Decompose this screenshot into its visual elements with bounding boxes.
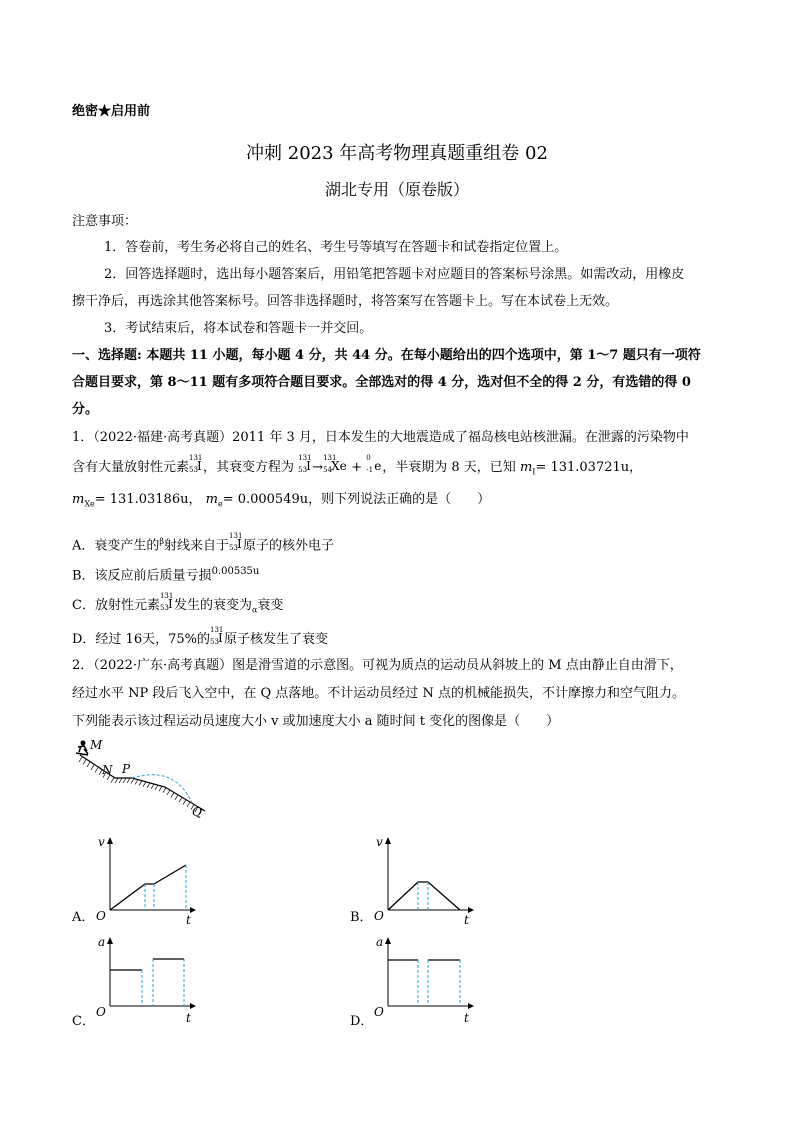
skier-icon: [76, 741, 88, 756]
flight-trajectory: [132, 775, 192, 803]
label-n: N: [102, 763, 113, 777]
q2-stem-line3: 下列能表示该过程运动员速度大小 v 或加速度大小 a 随时间 t 变化的图像是（ ）: [72, 714, 560, 729]
svg-text:t: t: [186, 1011, 191, 1025]
svg-text:O: O: [374, 909, 384, 923]
graph-b-curve: [388, 882, 460, 910]
svg-text:O: O: [374, 1005, 384, 1019]
page-subtitle: 湖北专用（原卷版）: [324, 180, 469, 199]
q2-option-d-label[interactable]: D．: [350, 1014, 374, 1029]
q2-graph-d[interactable]: [368, 932, 478, 1027]
label-m: M: [90, 738, 103, 752]
q1-option-d[interactable]: D．经过 16天，75%的 131 53 I 原子核发生了衰变: [72, 626, 329, 647]
q1-option-a[interactable]: A．衰变产生的$^\beta$射线来自于 131 53 I 原子的核外电子: [72, 532, 335, 554]
slope-line: [80, 755, 205, 811]
svg-text:v: v: [98, 835, 105, 849]
mass-xe: $m_{Xe}= 131.03186u$: [72, 492, 189, 509]
svg-text:a: a: [376, 935, 384, 949]
svg-text:a: a: [98, 935, 106, 949]
q1-stem-line2: 含有大量放射性元素 131 53 I ，其衰变方程为 131 53 I → 131 54 Xe + 0 -1 e ，半衰期为 8 天，已知 $m_I= 131.03721u$，: [72, 454, 643, 477]
q2-graph-c[interactable]: [90, 932, 200, 1027]
notice-item-3: 3．考试结束后，将本试卷和答题卡一并交回。: [104, 321, 373, 336]
q1-option-c[interactable]: C．放射性元素 131 53 I 发生的衰变为$_\alpha$衰变: [72, 592, 284, 615]
notice-item-2a: 2．回答选择题时，选出每小题答案后，用铅笔把答题卡对应题目的答案标号涂黑。如需改动，用橡皮: [104, 267, 685, 282]
section-heading-line3: 分。: [72, 402, 99, 417]
decay-equation: 131 53 I → 131 54 Xe + 0 -1 e: [298, 454, 382, 475]
section-heading-line1: 一、选择题: 本题共 11 小题，每小题 4 分，共 44 分。在每小题给出的四个选项中，第 1～7 题只有一项符: [72, 348, 701, 363]
graph-a-curve: [110, 865, 186, 910]
q2-option-c-label[interactable]: C．: [72, 1014, 95, 1029]
q2-stem-line2: 经过水平 NP 段后飞入空中，在 Q 点落地。不计运动员经过 N 点的机械能损失，不计摩擦力和空气阻力。: [72, 686, 685, 701]
q1-stem-line3: $m_{Xe}= 131.03186u$， $m_e= 0.000549u$，则下列说法正确的是（ ）: [72, 492, 491, 509]
notice-item-1: 1．答卷前，考生务必将自己的姓名、考生号等填写在答题卡和试卷指定位置上。: [104, 240, 568, 255]
q2-stem-line1: 2．（2022·广东·高考真题）图是滑雪道的示意图。可视为质点的运动员从斜坡上的 M 点由静止自由滑下，: [72, 658, 683, 673]
ski-slope-figure: [70, 735, 220, 820]
q1-stem-line1: 1．（2022·福建·高考真题）2011 年 3 月，日本发生的大地震造成了福岛核电站核泄漏。在泄露的污染物中: [72, 430, 689, 445]
svg-text:t: t: [464, 1011, 469, 1025]
svg-text:O: O: [96, 909, 106, 923]
mass-e: $m_e= 0.000549u$: [205, 492, 309, 509]
notice-item-2b: 擦干净后，再选涂其他答案标号。回答非选择题时，将答案写在答题卡上。写在本试卷上无效。: [72, 294, 619, 309]
slope-hatching: [79, 757, 202, 814]
svg-text:t: t: [186, 913, 191, 927]
q1-option-b[interactable]: B．该反应前后质量亏损$^{0.00535u}$: [72, 566, 260, 584]
label-q: Q: [192, 805, 202, 819]
label-p: P: [122, 762, 131, 776]
q2-option-a-label[interactable]: A．: [72, 910, 95, 925]
svg-text:v: v: [376, 835, 383, 849]
q2-graph-a[interactable]: [90, 832, 200, 927]
page-title: 冲刺 2023 年高考物理真题重组卷 02: [246, 143, 548, 164]
notice-heading: 注意事项：: [72, 214, 138, 229]
nuclide-i131: 131 53 I: [189, 454, 203, 474]
q2-option-b-label[interactable]: B．: [350, 910, 373, 925]
svg-text:O: O: [96, 1005, 106, 1019]
q2-graph-b[interactable]: [368, 832, 478, 927]
section-heading-line2: 合题目要求，第 8～11 题有多项符合题目要求。全部选对的得 4 分，选对但不全的得 2 分，有选错的得 0: [72, 375, 691, 390]
confidential-mark: 绝密★启用前: [72, 104, 151, 119]
mass-i: $m_I= 131.03721u$: [519, 460, 630, 477]
svg-text:t: t: [464, 913, 469, 927]
